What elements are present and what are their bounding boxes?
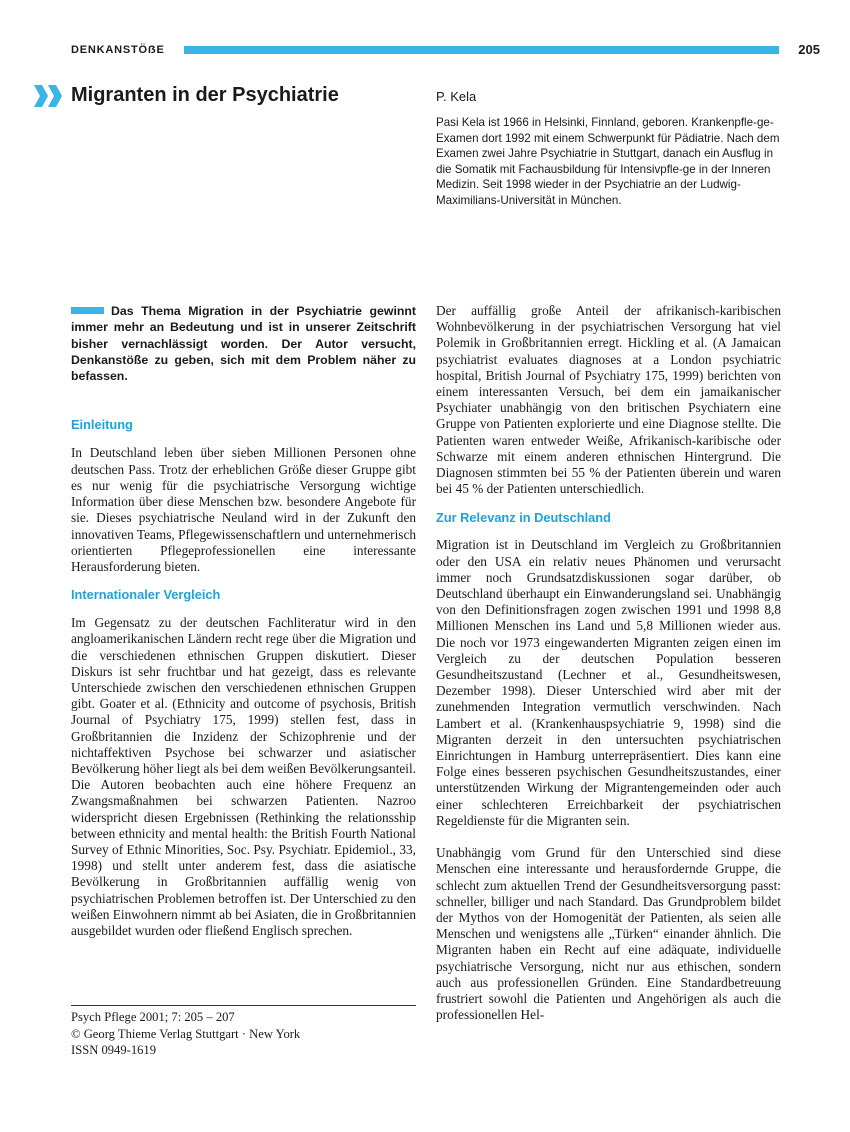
paragraph-relevanz-1: Migration ist in Deutschland im Vergleich zu Großbritannien oder den USA ein relativ neues Phänomen und verursacht immer noch Grundsatzdiskussionen sogar darüber, ob Deutschland überhaupt ein Einwanderungsland sei. Unabhängig von den Definitionsfragen zogen zwischen 1991 und 1998 8,8 Millionen Menschen ins Land und 5,8 Millionen wieder aus. Die noch vor 1973 eingewanderten Migranten zeigen einen im Vergleich zu der deutschen Population besseren Gesundheitszustand (Lechner et al., Gesundheitswesen, Dezember 1998). Dieser Unterschied wird aber mit der zunehmenden Integration vermutlich verschwinden. Nach Lambert et al. (Krankenhauspsychiatrie 9, 1998) sind die Migranten derzeit in den untersuchten psychiatrischen Einrichtungen in Hamburg unterrepräsentiert. Dies kann eine Folge eines besseren psychischen Gesundheitszustandes, einer unterstützenden Wirkung der Migrantengemeinden oder auch einer schlechteren Erreichbarkeit der psychiatrischen Regeldienste für die Migranten sein. (436, 537, 781, 828)
page-number: 205 (798, 42, 820, 57)
footer-citation: Psych Pflege 2001; 7: 205 – 207 (71, 1010, 235, 1024)
footer-publisher: © Georg Thieme Verlag Stuttgart · New York (71, 1026, 301, 1041)
abstract (71, 303, 416, 384)
section-marker-icon (34, 85, 64, 107)
paragraph-right-intro: Der auffällig große Anteil der afrikanisch-karibischen Wohnbevölkerung in der psychiatrischen Versorgung hat viel Polemik in Großbritannien erregt. Hickling et al. (A Jamaican psychiatrist evaluates diagnoses at a London psychiatric hospital, British Journal of Psychiatry 175, 1999) berichten von einem interessanten Versuch, bei dem ein jamaikanischer Psychiater unabhängig von den britischen Psychiatern eine Gruppe von Patienten explorierte und eine Diagnose stellte. Die Patienten waren entweder Weiße, Afrikanisch-karibische oder Schwarze mit einem anderen ethnischen Hintergrund. Die Diagnosen stimmten bei 55 % der Patienten überein und waren bei 45 % der Patienten unterschiedlich. (436, 303, 781, 497)
author-name: P. Kela (436, 89, 477, 104)
article-title: Migranten in der Psychiatrie (71, 84, 339, 106)
paragraph-internationaler-vergleich: Im Gegensatz zu der deutschen Fachliteratur wird in den angloamerikanischen Ländern recht rege über die Migration und die verschiedenen ethnischen Gruppen diskutiert. Dieser Diskurs ist sehr fruchtbar und hat gezeigt, dass es relevante Unterschiede zwischen den verschiedenen ethnischen Gruppen gibt. Goater et al. (Ethnicity and outcome of psychosis, British Journal of Psychiatry 175, 1999) stellen fest, dass in Großbritannien die Inzidenz der Schizophrenie und der nichtaffektiven Psychose bei schwarzer und asiatischer Bevölkerung höher liegt als bei dem weißen Bevölkerungsanteil. Die Autoren beobachten auch eine höhere Frequenz an Zwangsmaßnahmen bei schwarzen Patienten. Nazroo widerspricht diesen Ergebnissen (Rethinking the relationsship between ethnicity and mental health: the British Fourth National Survey of Ethnic Minorities, Soc. Psy. Psychiatr. Epidemiol., 33, 1998) und stellt unter anderem fest, dass die asiatische Bevölkerung in Großbritannien auffällig wenig von psychiatrischen Problemen betroffen ist. Der Unterschied zu den weißen Einwohnern nimmt ab bei Asiaten, die in Großbritannien ausgebildet wurden oder fließend Englisch sprechen. (71, 615, 416, 938)
abstract-text: Das Thema Migration in der Psychiatrie gewinnt immer mehr an Bedeutung und ist in unserer Zeitschrift bisher vernachlässigt worden. Der Autor versucht, Denkanstöße zu geben, sich mit dem Problem näher zu befassen. (71, 304, 416, 384)
heading-internationaler-vergleich: Internationaler Vergleich (71, 587, 221, 603)
footer-citation-block (71, 1009, 300, 1059)
abstract-accent-bar (71, 307, 104, 314)
running-header-section: DENKANSTÖẞE (71, 44, 165, 56)
author-bio: Pasi Kela ist 1966 in Helsinki, Finnland, geboren. Krankenpfle-ge-Examen dort 1992 mit einem Schwerpunkt für Pädiatrie. Nach dem Examen zwei Jahre Psychiatrie in Stuttgart, danach ein Ausflug in die Somatik mit Fachausbildung für Intensivpfle-ge in der Inneren Medizin. Seit 1998 wieder in der Psychiatrie an der Ludwig-Maximilians-Universität in München. (436, 116, 780, 207)
footer-issn: ISSN 0949-1619 (71, 1043, 157, 1057)
paragraph-einleitung: In Deutschland leben über sieben Millionen Personen ohne deutschen Pass. Trotz der erheblichen Größe dieser Gruppe gibt es nur wenig für die psychiatrische Versorgung wichtige Information über diese Menschen bzw. besondere Angebote für sie. Dieses psychiatrische Neuland wird in der Zukunft den innovativen Teams, Pflegewissenschaftlern und unternehmerisch orientierten Pflegeprofessionellen eine interessante Herausforderung bieten. (71, 445, 416, 574)
footer-divider (71, 1005, 416, 1006)
paragraph-relevanz-2: Unabhängig vom Grund für den Unterschied sind diese Menschen eine interessante und herausfordernde Gruppe, die schlecht zum aktuellen Trend der Gesundheitsversorgung passt: schneller, billiger und nach Standard. Das Grundproblem bildet der Mythos von der Homogenität der Patienten, als seien alle Menschen und wenigstens alle „Türken“ einander ähnlich. Die Migranten haben ein Recht auf eine adäquate, individuelle psychiatrische Versorgung, nicht nur aus ethischen, sondern auch aus professionellen Gründen. Eine Standardbetreuung frustriert sowohl die Patienten und Angehörigen als auch die professionellen Hel- (436, 845, 781, 1023)
right-column (436, 303, 781, 1023)
heading-relevanz: Zur Relevanz in Deutschland (436, 510, 611, 526)
header-accent-bar (184, 46, 779, 54)
left-column (71, 303, 416, 939)
heading-einleitung: Einleitung (71, 417, 133, 433)
